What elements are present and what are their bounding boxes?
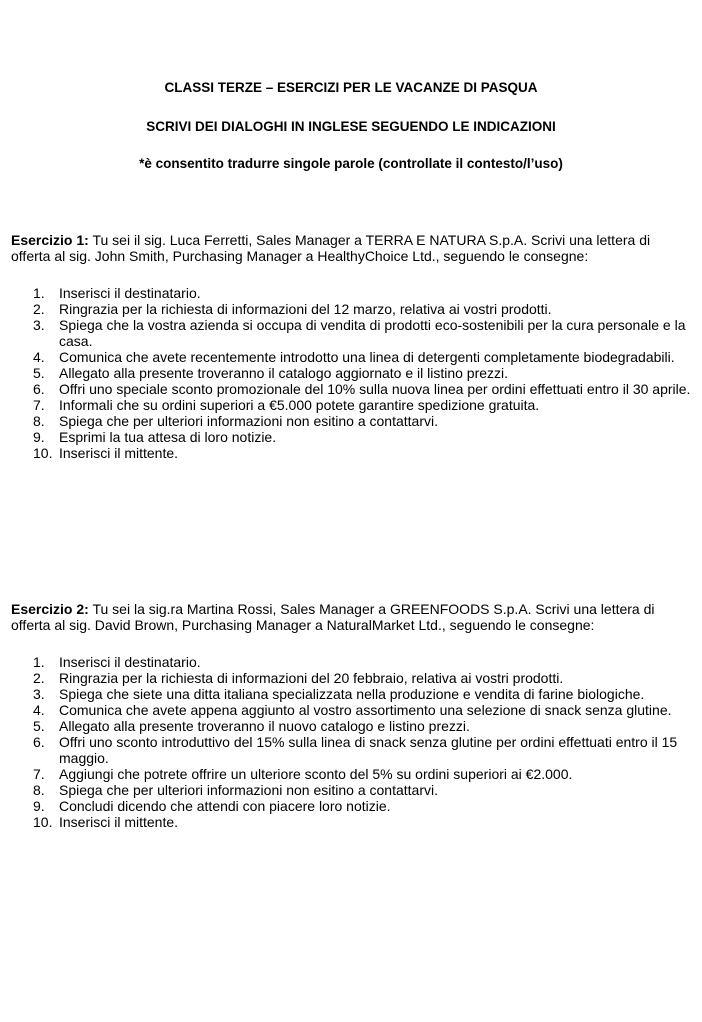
- list-item-text: Comunica che avete recentemente introdotto una linea di detergenti completamente biodegradabili.: [59, 349, 675, 365]
- list-item-text: Esprimi la tua attesa di loro notizie.: [59, 429, 277, 445]
- list-item-number: 3.: [33, 317, 45, 333]
- list-item-number: 8.: [33, 413, 45, 429]
- exercise-2-intro: [11, 601, 691, 633]
- exercise-2: [11, 601, 691, 830]
- list-item: [11, 782, 691, 798]
- list-item: [11, 301, 691, 317]
- list-item-text: Comunica che avete appena aggiunto al vostro assortimento una selezione di snack senza glutine.: [59, 702, 672, 718]
- list-item-text: Allegato alla presente troveranno il nuovo catalogo e listino prezzi.: [59, 718, 470, 734]
- list-item: [11, 317, 691, 349]
- list-item: [11, 285, 691, 301]
- list-item-number: 4.: [33, 349, 45, 365]
- list-item-text: Inserisci il mittente.: [59, 445, 179, 461]
- exercise-1-intro: [11, 232, 691, 264]
- exercise-2-intro-text: Tu sei la sig.ra Martina Rossi, Sales Manager a GREENFOODS S.p.A. Scrivi una lettera di offerta al sig. David Brown, Purchasing Manager a NaturalMarket Ltd., seguendo le consegne:: [11, 601, 655, 633]
- list-item-text: Spiega che la vostra azienda si occupa di vendita di prodotti eco-sostenibili per la cura personale e la casa.: [59, 317, 686, 349]
- list-item-text: Ringrazia per la richiesta di informazioni del 12 marzo, relativa ai vostri prodotti.: [59, 301, 552, 317]
- list-item: [11, 381, 691, 397]
- list-item: [11, 798, 691, 814]
- list-item-text: Inserisci il mittente.: [59, 814, 179, 830]
- exercise-1-steps: [11, 285, 691, 461]
- list-item: [11, 654, 691, 670]
- translation-note: *è consentito tradurre singole parole (controllate il contesto/l’uso): [139, 156, 563, 171]
- list-item-text: Informali che su ordini superiori a €5.000 potete garantire spedizione gratuita.: [59, 397, 540, 413]
- list-item-number: 2.: [33, 670, 45, 686]
- list-item-number: 5.: [33, 365, 45, 381]
- list-item: [11, 686, 691, 702]
- list-item-number: 5.: [33, 718, 45, 734]
- list-item: [11, 702, 691, 718]
- list-item: [11, 365, 691, 381]
- list-item-number: 1.: [33, 285, 45, 301]
- exercise-1-intro-text: Tu sei il sig. Luca Ferretti, Sales Manager a TERRA E NATURA S.p.A. Scrivi una lettera di offerta al sig. John Smith, Purchasing Manager a HealthyChoice Ltd., seguendo le consegne:: [11, 232, 651, 264]
- list-item-text: Offri uno speciale sconto promozionale del 10% sulla nuova linea per ordini effettuati entro il 30 aprile.: [59, 381, 691, 397]
- list-item: [11, 413, 691, 429]
- list-item-number: 9.: [33, 429, 45, 445]
- list-item: [11, 445, 691, 461]
- list-item: [11, 397, 691, 413]
- document-title: CLASSI TERZE – ESERCIZI PER LE VACANZE DI PASQUA: [164, 80, 538, 95]
- list-item-text: Spiega che siete una ditta italiana specializzata nella produzione e vendita di farine biologiche.: [59, 686, 645, 702]
- list-item-text: Ringrazia per la richiesta di informazioni del 20 febbraio, relativa ai vostri prodotti.: [59, 670, 564, 686]
- list-item-text: Inserisci il destinatario.: [59, 285, 201, 301]
- list-item-text: Concludi dicendo che attendi con piacere loro notizie.: [59, 798, 391, 814]
- list-item: [11, 670, 691, 686]
- list-item-number: 10.: [33, 814, 53, 830]
- list-item-text: Allegato alla presente troveranno il catalogo aggiornato e il listino prezzi.: [59, 365, 509, 381]
- list-item: [11, 718, 691, 734]
- list-item-number: 10.: [33, 445, 53, 461]
- list-item: [11, 766, 691, 782]
- list-item: [11, 734, 691, 766]
- list-item-number: 3.: [33, 686, 45, 702]
- list-item: [11, 814, 691, 830]
- list-item-text: Aggiungi che potrete offrire un ulteriore sconto del 5% su ordini superiori ai €2.000.: [59, 766, 573, 782]
- list-item-number: 7.: [33, 397, 45, 413]
- list-item-text: Spiega che per ulteriori informazioni non esitino a contattarvi.: [59, 413, 438, 429]
- list-item-number: 1.: [33, 654, 45, 670]
- list-item-number: 2.: [33, 301, 45, 317]
- list-item-text: Offri uno sconto introduttivo del 15% sulla linea di snack senza glutine per ordini effettuati entro il 15 maggio.: [59, 734, 678, 766]
- document-subtitle: SCRIVI DEI DIALOGHI IN INGLESE SEGUENDO LE INDICAZIONI: [146, 119, 556, 134]
- list-item-number: 8.: [33, 782, 45, 798]
- exercise-2-steps: [11, 654, 691, 830]
- list-item-number: 6.: [33, 734, 45, 750]
- list-item: [11, 429, 691, 445]
- exercise-1: [11, 232, 691, 461]
- list-item-number: 7.: [33, 766, 45, 782]
- exercise-2-label: Esercizio 2:: [11, 601, 89, 617]
- list-item: [11, 349, 691, 365]
- list-item-number: 4.: [33, 702, 45, 718]
- list-item-number: 9.: [33, 798, 45, 814]
- list-item-text: Inserisci il destinatario.: [59, 654, 201, 670]
- exercise-1-label: Esercizio 1:: [11, 232, 89, 248]
- list-item-text: Spiega che per ulteriori informazioni non esitino a contattarvi.: [59, 782, 438, 798]
- list-item-number: 6.: [33, 381, 45, 397]
